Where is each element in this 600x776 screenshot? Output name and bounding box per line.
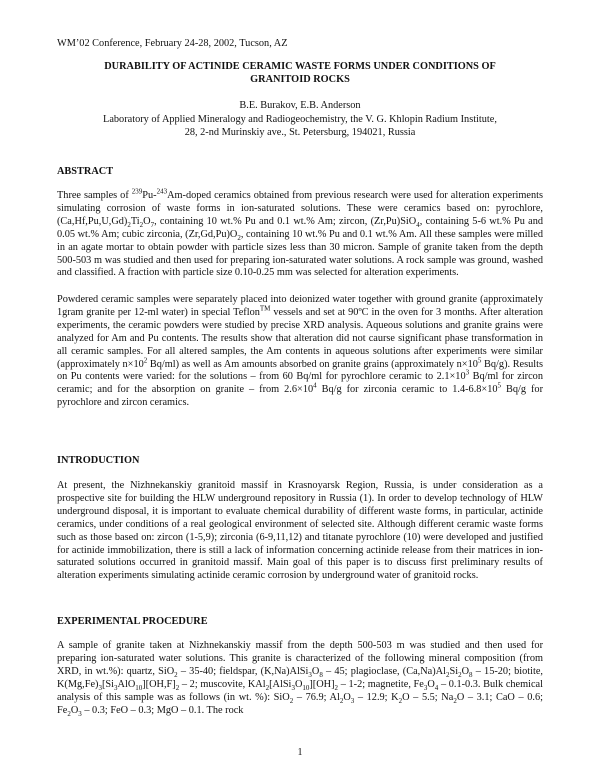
abstract-heading: ABSTRACT — [57, 166, 114, 177]
introduction-heading: INTRODUCTION — [57, 455, 140, 466]
abstract-paragraph-2: Powdered ceramic samples were separately placed into deionized water together with ground granite (approximately 1gram granite per 12-ml water) in special Teflon™ vessels and set at 90ºC in the oven for 3 months. After alteration experiments, the ceramic powders were studied by precise XRD analysis. Aqueous solutions and granite grains were analyzed for Am and Pu contents. The results show that alteration did not caurse significant phase transformation in all ceramic samples. For all altered samples, the Am contents in aqueous solutions after experiments were similar (approximately $n\times 10^2$ Bq/ml) as well as Am amounts absorbed on granite grains (approximately $n\times 10^5$ Bq/g). Results on Pu contents were varied: for the solutions – from 60 Bq/ml for pyrochlore ceramic to $2.1\times 10^3$ Bq/ml for zircon ceramic; and for the absorption on granite – from $2.6\times 10^4$ Bq/g for zirconia ceramic to $1.4-6.8\times 10^5$ Bq/g for pyrochlore and zircon ceramics. — [57, 294, 544, 409]
abstract-paragraph-1: Three samples of $^{239}$Pu-$^{243}$Am-doped ceramics obtained from previous research were used for alteration experiments simulating corrosion of waste forms in ion-saturated solutions. These were ceramics based on: pyrochlore, $(Ca,Hf,Pu,U,Gd)_2Ti_2O_7$, containing 10 wt.% Pu and 0.1 wt.% Am; zircon, (Zr,Pu)SiO$_4$, containing 5-6 wt.% Pu and 0.05 wt.% Am; cubic zirconia, $(Zr,Gd,Pu)O_2$, containing 10 wt.% Pu and 0.1 wt.% Am. All these samples were milled in an agate mortar to obtain powder with particle sizes less than 30 micron. Sample of granite taken from the depth 500-503 m was studied and then used for preparing ion-saturated water solutions. A rock sample was ground, washed and classified. A fraction with particle size 0.10-0.25 mm was selected for alteration experiments. — [57, 187, 544, 279]
conference-header: WM’02 Conference, February 24-28, 2002, Tucson, AZ — [57, 38, 288, 49]
page-number: 1 — [297, 747, 303, 758]
introduction-paragraph: At present, the Nizhnekanskiy granitoid massif in Krasnoyarsk Region, Russia, is under consideration as a prospective site for building the HLW underground repository in Russia (1). In order to develop technology of HLW underground disposal, it is important to evaluate chemical durability of different waste forms, in particular, actinide ceramics, under conditions of a real geological environment of selected site. Although different ceramic waste forms such as those based on: zircon (1-5,9); zirconia (6-9,11,12) and titanate pyrochlore (10) were developed and justified for actinide immobilization, there is still a lack of information concerning actinide release from their matrices in ion-saturated solutions occurred in granitoid massif. Main goal of this paper is to discuss first preliminary results of alteration experiments simulating actinide ceramic corrosion by underground water of granitoid rocks. — [57, 480, 543, 582]
experimental-paragraph: A sample of granite taken at Nizhnekanskiy massif from the depth 500-503 m was studied and then used for preparing ion-saturated water solutions. This granite is characterized of the following mineral composition (from XRD, in wt.%): quartz, SiO$_2$ – 35-40; fieldspar, $(K,Na)AlSi_3O_8 - 45$; plagioclase, $(Ca,Na)Al_2Si_2O_8 - 15-20$; biotite, $K(Mg,Fe)_3[Si_3AlO_{10}][OH,F]_2 - 2$; muscovite, $KAl_2[AlSi_3O_{10}][OH]_2 - 1-2$; magnetite, $Fe_3O_4 - 0.1-0.3$. Bulk chemical analysis of this sample was as follows (in wt. %): SiO$_2$ – 76.9; $Al_2O_3 - 12.9$; $K_2O - 5.5$; $Na_2O - 3.1$; CaO – 0.6; $Fe_2O_3 - 0.3$; FeO – 0.3; MgO – 0.1. The rock — [57, 640, 544, 718]
affiliation-line-2: 28, 2-nd Murinskiy ave., St. Petersburg, 194021, Russia — [184, 127, 416, 138]
experimental-heading: EXPERIMENTAL PROCEDURE — [57, 616, 208, 627]
title-line-2: GRANITOID ROCKS — [250, 74, 350, 85]
paper-title — [57, 60, 543, 86]
author-block — [57, 99, 543, 140]
title-line-1: DURABILITY OF ACTINIDE CERAMIC WASTE FORMS UNDER CONDITIONS OF — [104, 61, 496, 72]
affiliation-line-1: Laboratory of Applied Mineralogy and Radiogeochemistry, the V. G. Khlopin Radium Institute, — [103, 113, 497, 125]
author-names: B.E. Burakov, E.B. Anderson — [239, 100, 361, 111]
